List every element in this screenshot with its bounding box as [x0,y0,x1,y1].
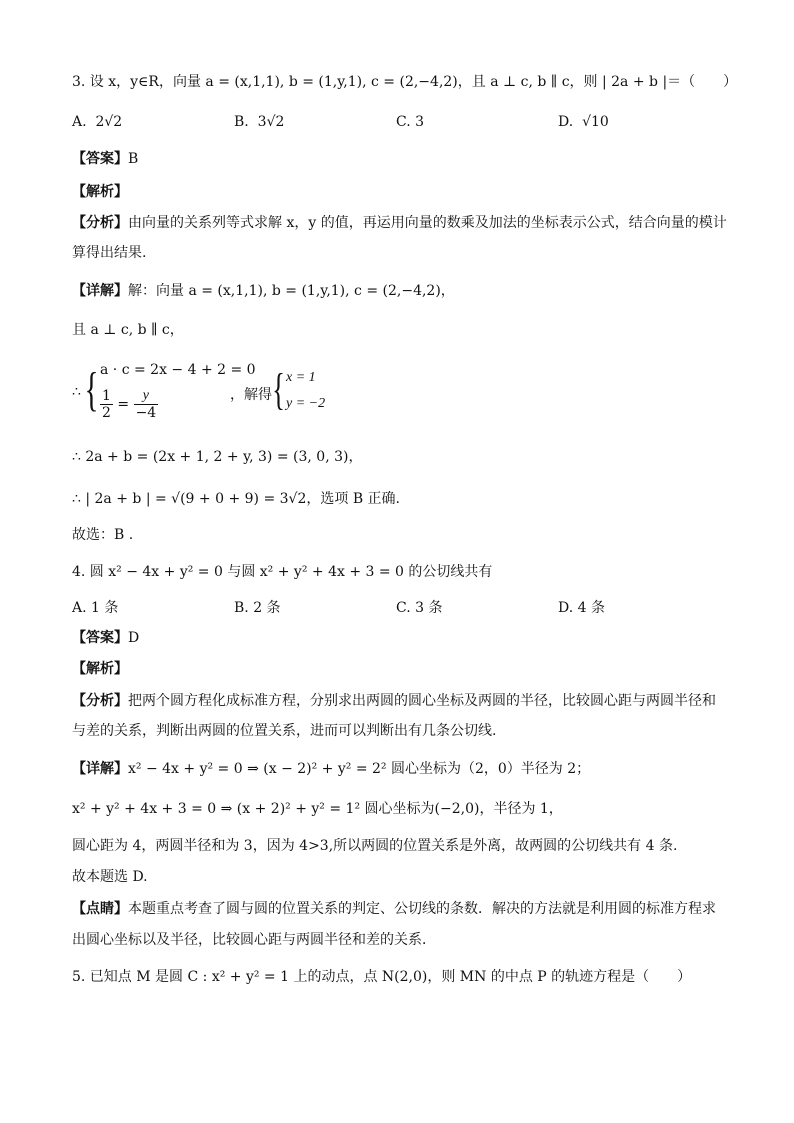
q4-analysis-tag: 【解析】 [72,661,128,677]
q3-conclusion: 故选：B . [72,527,134,543]
q4-answer: 【答案】D [72,630,140,646]
q3-modulus-line: ∴ | 2a + b | = √(9 + 0 + 9) = 3√2，选项 B 正确. [72,491,401,507]
solution-x: x = 1 [286,370,316,385]
q3-fenxi-line2: 算得出结果. [72,245,147,261]
q3-option-a: A. 2√2 [72,114,123,130]
q3-option-b: B. 3√2 [234,114,285,130]
q4-option-a: A. 1 条 [72,600,119,616]
q3-analysis-tag: 【解析】 [72,184,128,200]
left-brace: { [84,363,99,416]
q4-xiangjie-line3: 圆心距为 4，两圆半径和为 3，因为 4>3,所以两圆的位置关系是外离，故两圆的公切线共有 4 条. [72,838,678,854]
q4-xiangjie-line1: 【详解】x² − 4x + y² = 0 ⇒ (x − 2)² + y² = 2² 圆心坐标为（2，0）半径为 2； [72,761,591,777]
q3-vector-line: ∴ 2a + b = (2x + 1, 2 + y, 3) = (3, 0, 3)， [72,449,363,465]
system-eq2: $\frac{1}{2}$ = $\frac{y}{-4}$ [102,388,157,421]
q4-fenxi-line2: 与差的关系，判断出两圆的位置关系，进而可以判断出有几条公切线. [72,723,497,739]
q3-fenxi-line1: 【分析】由向量的关系列等式求解 x，y 的值，再运用向量的数乘及加法的坐标表示公式，结合向量的模计 [72,215,727,231]
q4-dianjing-line2: 出圆心坐标以及半径，比较圆心距与两圆半径和差的关系． [72,932,436,948]
q5-stem: 5. 已知点 M 是圆 C : x² + y² = 1 上的动点，点 N(2,0)，则 MN 的中点 P 的轨迹方程是（ ） [72,969,692,985]
q3-equation-system [72,358,492,430]
q3-stem: 3. 设 x，y∈R，向量 a = (x,1,1), b = (1,y,1), c = (2,−4,2)，且 a ⊥ c, b ∥ c，则 | 2a + b |＝（ ） [72,74,738,90]
q4-option-c: C. 3 条 [396,600,443,616]
q4-fenxi-line1: 【分析】把两个圆方程化成标准方程，分别求出两圆的圆心坐标及两圆的半径，比较圆心距与两圆半径和 [72,693,716,709]
q3-condition-line: 且 a ⊥ c, b ∥ c， [72,322,184,338]
q4-stem: 4. 圆 x² − 4x + y² = 0 与圆 x² + y² + 4x + 3 = 0 的公切线共有 [72,564,493,580]
therefore-symbol: ∴ [72,384,81,400]
q4-option-d: D. 4 条 [558,600,605,616]
q4-xiangjie-line2: x² + y² + 4x + 3 = 0 ⇒ (x + 2)² + y² = 1² 圆心坐标为(−2,0)，半径为 1， [72,801,563,817]
q4-option-b: B. 2 条 [234,600,281,616]
q3-option-c: C. 3 [396,114,425,130]
right-brace: { [272,365,285,414]
q3-xiangjie-line1: 【详解】解：向量 a = (x,1,1), b = (1,y,1), c = (2,−4,2)， [72,283,455,299]
solution-y: y = −2 [286,396,326,411]
q4-conclusion: 故本题选 D. [72,869,148,885]
q3-answer: 【答案】B [72,151,139,167]
solve-text: ，解得 [230,387,272,403]
system-eq1: a · c = 2x − 4 + 2 = 0 [100,362,256,378]
q4-dianjing-line1: 【点睛】本题重点考查了圆与圆的位置关系的判定、公切线的条数．解决的方法就是利用圆的标准方程求 [72,901,716,917]
q3-option-d: D. √10 [558,114,609,130]
